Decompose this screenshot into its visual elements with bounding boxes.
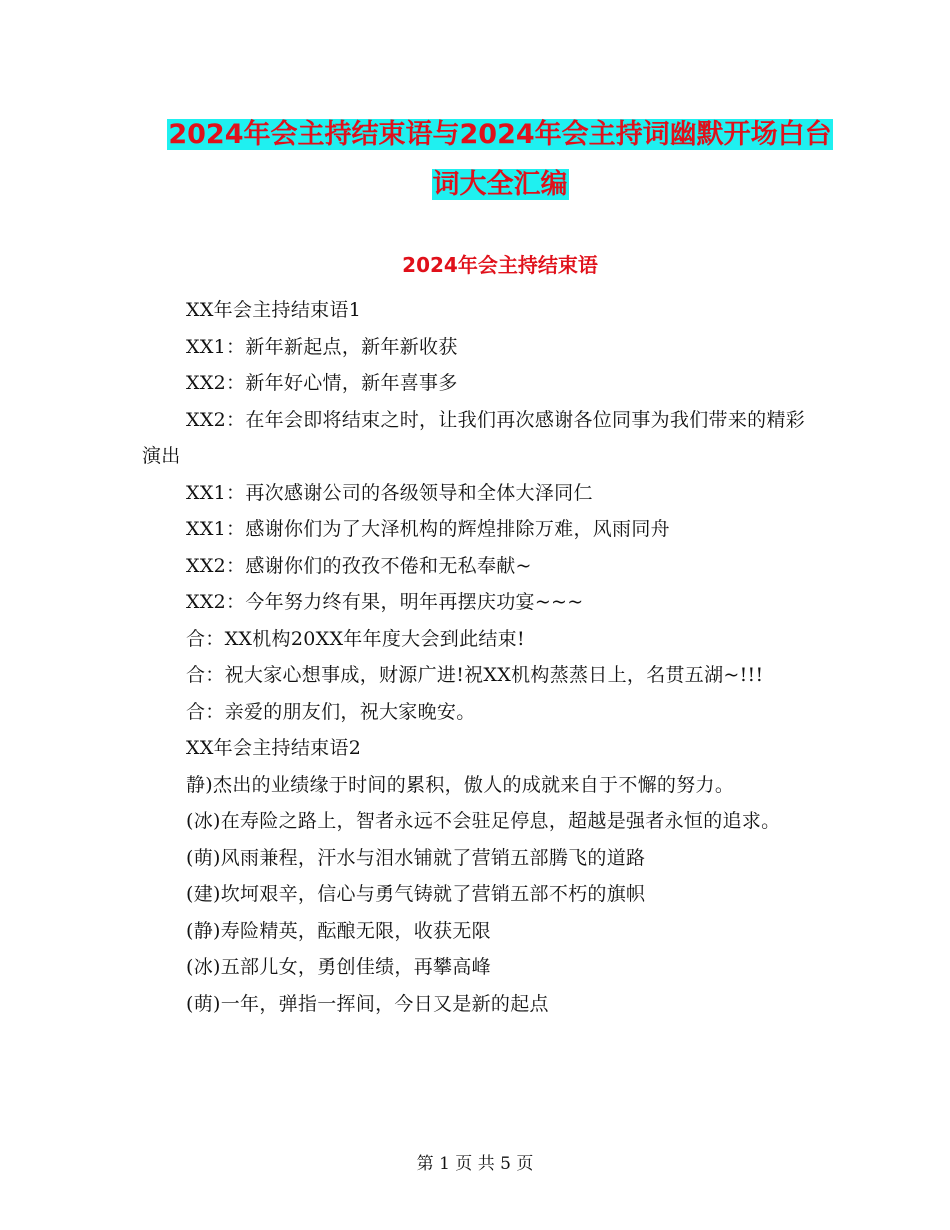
- paragraph: (萌)风雨兼程，汗水与泪水铺就了营销五部腾飞的道路: [186, 846, 646, 869]
- document-title: [140, 110, 860, 210]
- paragraph: (冰)五部儿女，勇创佳绩，再攀高峰: [186, 956, 491, 978]
- paragraph: XX2：感谢你们的孜孜不倦和无私奉献~: [186, 554, 532, 577]
- document-title-line-2: 词大全汇编: [432, 169, 568, 200]
- page-number-footer: 第 1 页 共 5 页: [416, 1154, 534, 1174]
- paragraph: XX2：在年会即将结束之时，让我们再次感谢各位同事为我们带来的精彩演出: [142, 408, 806, 467]
- paragraph: 合：XX机构20XX年年度大会到此结束!: [186, 627, 525, 650]
- paragraph: 合：祝大家心想事成，财源广进!祝XX机构蒸蒸日上，名贯五湖~!!!: [186, 664, 764, 686]
- paragraph: XX2：新年好心情，新年喜事多: [186, 372, 458, 394]
- paragraph: 合：亲爱的朋友们，祝大家晚安。: [186, 700, 476, 723]
- paragraph: 静)杰出的业绩缘于时间的累积，傲人的成就来自于不懈的努力。: [186, 773, 735, 796]
- paragraph: (建)坎坷艰辛，信心与勇气铸就了营销五部不朽的旗帜: [186, 883, 646, 905]
- paragraph: (萌)一年，弹指一挥间，今日又是新的起点: [186, 992, 549, 1015]
- paragraph: XX1：再次感谢公司的各级领导和全体大泽同仁: [186, 481, 593, 504]
- paragraph: XX2：今年努力终有果，明年再摆庆功宴~~~: [186, 591, 584, 613]
- document-body: [142, 292, 810, 1022]
- paragraph: XX1：感谢你们为了大泽机构的辉煌排除万难，风雨同舟: [186, 518, 670, 540]
- paragraph: XX年会主持结束语1: [186, 299, 362, 321]
- document-title-line-1: 2024年会主持结束语与2024年会主持词幽默开场白台: [168, 119, 832, 150]
- paragraph: XX年会主持结束语2: [186, 737, 362, 759]
- paragraph: XX1：新年新起点，新年新收获: [186, 335, 458, 358]
- paragraph: (静)寿险精英，酝酿无限，收获无限: [186, 919, 491, 942]
- section-heading: 2024年会主持结束语: [402, 253, 598, 277]
- paragraph: (冰)在寿险之路上，智者永远不会驻足停息，超越是强者永恒的追求。: [186, 810, 781, 832]
